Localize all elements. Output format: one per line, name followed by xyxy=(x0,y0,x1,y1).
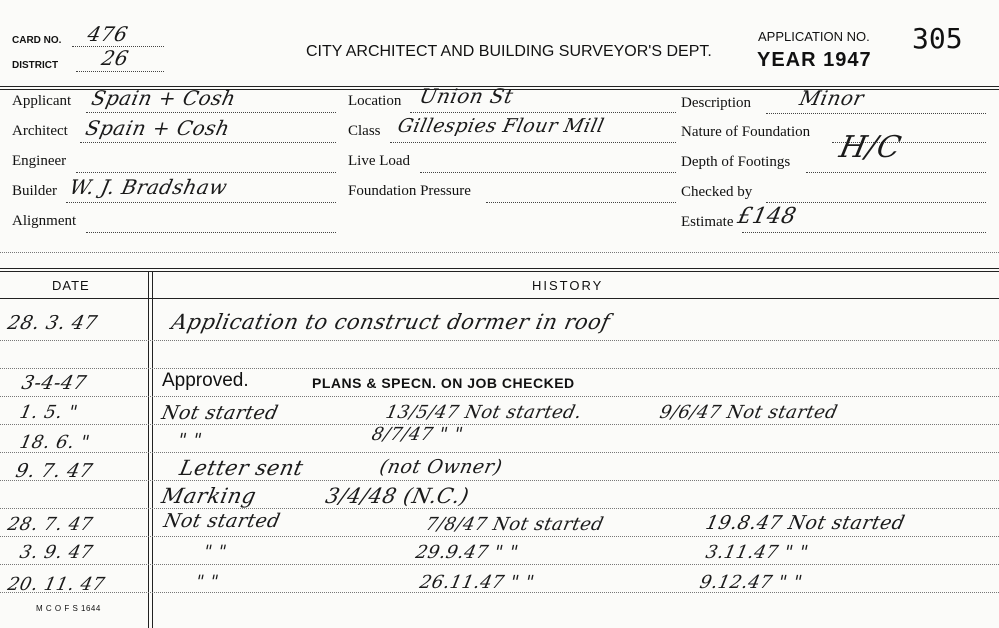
history-top-rule-double xyxy=(0,271,999,272)
history-entry: 3.11.47 " " xyxy=(703,542,811,563)
live-load-label: Live Load xyxy=(348,153,411,169)
history-date: 3-4-47 xyxy=(19,372,89,394)
class-label: Class xyxy=(348,123,381,139)
nature-of-foundation-label: Nature of Foundation xyxy=(681,124,811,140)
district-value: 26 xyxy=(99,46,132,70)
history-entry: 3/4/48 (N.C.) xyxy=(323,484,472,508)
estimate-value: £148 xyxy=(735,204,799,229)
description-line xyxy=(766,113,986,114)
depth-of-footings-value: H/C xyxy=(836,130,905,165)
history-row-line xyxy=(0,368,999,369)
history-row-line xyxy=(0,424,999,425)
engineer-label: Engineer xyxy=(12,153,67,169)
architect-label: Architect xyxy=(12,123,68,139)
architect-value: Spain + Cosh xyxy=(83,116,233,140)
history-entry: (not Owner) xyxy=(377,456,505,478)
builder-line xyxy=(66,202,336,203)
form-code: M C O F S 1644 xyxy=(36,604,101,613)
location-line xyxy=(410,112,676,113)
department-title: CITY ARCHITECT AND BUILDING SURVEYOR'S DEPT. xyxy=(306,43,712,60)
alignment-label: Alignment xyxy=(12,213,77,229)
date-column-header: DATE xyxy=(52,278,90,293)
history-entry: 19.8.47 Not started xyxy=(703,512,907,534)
history-date: 3. 9. 47 xyxy=(17,542,95,563)
year-label: YEAR 1947 xyxy=(757,49,872,71)
date-column-divider xyxy=(148,271,149,628)
history-header-rule xyxy=(0,298,999,299)
application-no-label: APPLICATION NO. xyxy=(758,29,870,44)
history-date: 1. 5. " xyxy=(17,402,80,423)
district-label: DISTRICT xyxy=(12,60,59,71)
history-row-line xyxy=(0,480,999,481)
alignment-line xyxy=(86,232,336,233)
history-date: 28. 3. 47 xyxy=(5,312,100,334)
location-value: Union St xyxy=(417,84,516,108)
foundation-pressure-line xyxy=(486,202,676,203)
history-entry: 8/7/47 " " xyxy=(369,424,466,445)
estimate-line xyxy=(742,232,986,233)
engineer-line xyxy=(76,172,336,173)
live-load-line xyxy=(420,172,676,173)
history-row-line xyxy=(0,452,999,453)
history-entry: 26.11.47 " " xyxy=(417,572,537,593)
history-entry: Marking xyxy=(159,484,259,508)
history-entry: Application to construct dormer in roof xyxy=(169,310,613,334)
location-label: Location xyxy=(348,93,402,109)
history-entry: 29.9.47 " " xyxy=(413,542,521,563)
description-value: Minor xyxy=(797,86,867,110)
date-column-divider-double xyxy=(152,271,153,628)
history-row-line xyxy=(0,340,999,341)
checked-by-line xyxy=(766,202,986,203)
depth-of-footings-label: Depth of Footings xyxy=(681,154,791,170)
history-entry: Letter sent xyxy=(177,456,306,480)
history-entry: 9.12.47 " " xyxy=(697,572,805,593)
history-entry: Not started xyxy=(161,510,283,532)
history-entry: Not started xyxy=(159,402,281,424)
history-date: 9. 7. 47 xyxy=(13,460,95,482)
applicant-line xyxy=(86,112,336,113)
history-entry: 13/5/47 Not started. xyxy=(383,402,584,423)
history-entry: Approved. xyxy=(162,370,249,391)
plans-checked-stamp: PLANS & SPECN. ON JOB CHECKED xyxy=(312,375,575,391)
card-no-label: CARD NO. xyxy=(12,35,62,46)
applicant-value: Spain + Cosh xyxy=(89,86,239,110)
applicant-label: Applicant xyxy=(12,93,72,109)
history-top-rule xyxy=(0,268,999,269)
description-label: Description xyxy=(681,95,751,111)
history-date: 28. 7. 47 xyxy=(5,514,95,535)
history-column-header: HISTORY xyxy=(532,278,604,293)
checked-by-label: Checked by xyxy=(681,184,753,200)
history-row-line xyxy=(0,396,999,397)
depth-of-footings-line xyxy=(806,172,986,173)
history-row-line xyxy=(0,564,999,565)
history-row-line xyxy=(0,508,999,509)
application-no-value: 305 xyxy=(912,22,963,55)
builder-value: W. J. Bradshaw xyxy=(67,175,230,199)
class-line xyxy=(390,142,676,143)
district-line xyxy=(76,71,164,72)
history-row-line xyxy=(0,536,999,537)
history-entry: " " xyxy=(193,572,221,592)
history-entry: " " xyxy=(201,542,229,562)
history-entry: " " xyxy=(175,430,205,451)
history-entry: 7/8/47 Not started xyxy=(423,514,606,535)
history-date: 20. 11. 47 xyxy=(5,574,107,595)
details-spacer-line xyxy=(0,252,999,253)
foundation-pressure-label: Foundation Pressure xyxy=(348,183,471,199)
class-value: Gillespies Flour Mill xyxy=(395,115,607,137)
estimate-label: Estimate xyxy=(681,214,734,230)
history-date: 18. 6. " xyxy=(17,432,92,453)
card-no-value: 476 xyxy=(85,22,131,46)
builder-label: Builder xyxy=(12,183,57,199)
architect-line xyxy=(80,142,336,143)
history-entry: 9/6/47 Not started xyxy=(657,402,840,423)
